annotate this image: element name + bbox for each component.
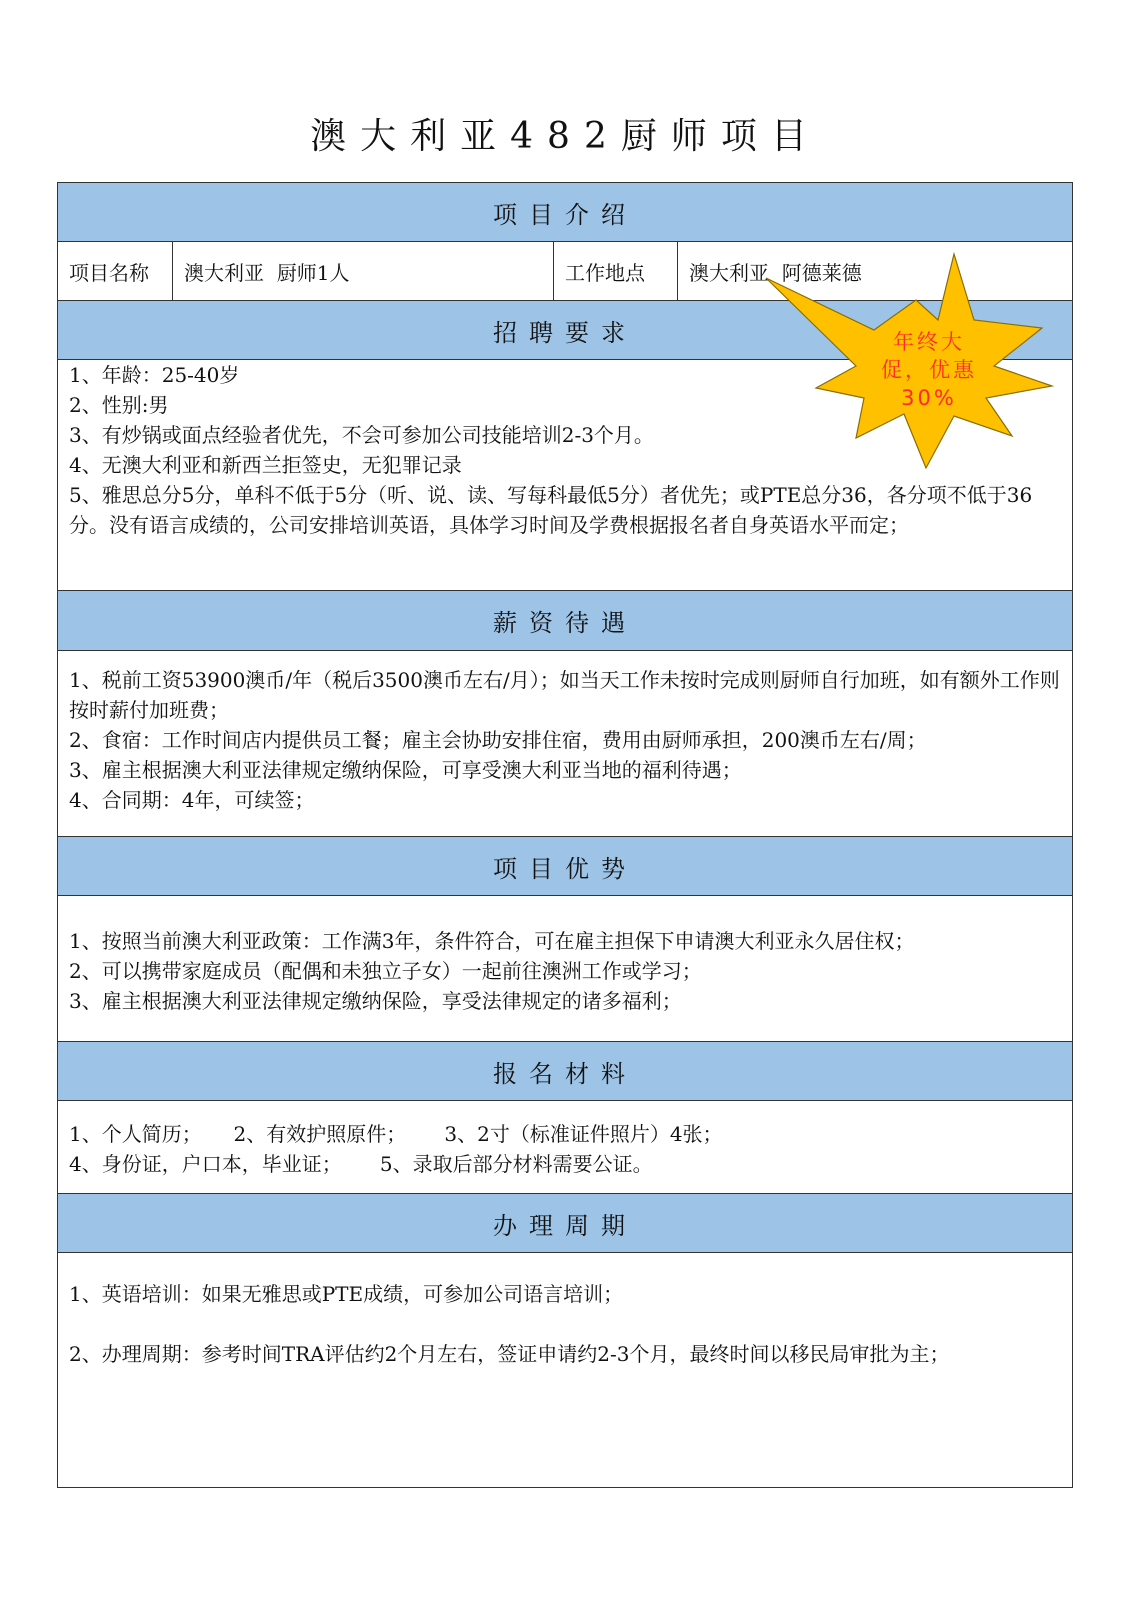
period-body [58, 1279, 1072, 1479]
advantages-body [58, 926, 1072, 1036]
salary-line: 2、食宿：工作时间店内提供员工餐；雇主会协助安排住宿，费用由厨师承担，200澳币左右/周； [69, 728, 927, 752]
work-location-value: 澳大利亚 阿德莱德 [689, 260, 862, 285]
advantage-line: 1、按照当前澳大利亚政策：工作满3年，条件符合，可在雇主担保下申请澳大利亚永久居住权； [69, 929, 915, 953]
project-name-label: 项目名称 [58, 242, 173, 300]
requirement-line: 3、有炒锅或面点经验者优先，不会可参加公司技能培训2-3个月。 [69, 423, 654, 447]
section-header-salary: 薪资待遇 [58, 590, 1072, 651]
material-line: 1、个人简历； 2、有效护照原件； 3、2寸（标准证件照片）4张； [69, 1122, 723, 1146]
period-line: 2、办理周期：参考时间TRA评估约2个月左右，签证申请约2-3个月，最终时间以移民局审批为主； [69, 1342, 950, 1366]
promo-starburst [764, 248, 1072, 478]
work-location-label: 工作地点 [554, 242, 678, 300]
project-name-value: 澳大利亚 厨师1人 [173, 242, 554, 300]
salary-line: 3、雇主根据澳大利亚法律规定缴纳保险，可享受澳大利亚当地的福利待遇； [69, 758, 742, 782]
material-line: 4、身份证，户口本，毕业证； 5、录取后部分材料需要公证。 [69, 1152, 653, 1176]
materials-body [58, 1119, 1072, 1189]
page-title: 澳大利亚482厨师项目 [310, 116, 821, 157]
section-header-advantages: 项目优势 [58, 836, 1072, 896]
advantage-line: 2、可以携带家庭成员（配偶和未独立子女）一起前往澳洲工作或学习； [69, 959, 702, 983]
section-header-requirements: 招聘要求 [58, 300, 1072, 360]
section-header-intro: 项目介绍 [58, 183, 1072, 242]
salary-body [58, 665, 1072, 835]
section-header-materials: 报名材料 [58, 1041, 1072, 1101]
requirement-line: 5、雅思总分5分，单科不低于5分（听、说、读、写每科最低5分）者优先；或PTE总分36，各分项不低于36分。没有语言成绩的，公司安排培训英语，具体学习时间及学费根据报名者自身英语水平而定； [69, 483, 1033, 537]
promo-text: 年终大促，优惠30% [881, 330, 977, 410]
advantage-line: 3、雇主根据澳大利亚法律规定缴纳保险，享受法律规定的诸多福利； [69, 989, 682, 1013]
salary-line: 4、合同期：4年，可续签； [69, 788, 315, 812]
section-header-period: 办理周期 [58, 1193, 1072, 1253]
period-line: 1、英语培训：如果无雅思或PTE成绩，可参加公司语言培训； [69, 1282, 624, 1306]
requirement-line: 1、年龄：25-40岁 [69, 363, 240, 387]
requirement-line: 4、无澳大利亚和新西兰拒签史，无犯罪记录 [69, 453, 462, 477]
requirement-line: 2、性别:男 [69, 393, 169, 417]
salary-line: 1、税前工资53900澳币/年（税后3500澳币左右/月）；如当天工作未按时完成则厨师自行加班，如有额外工作则按时薪付加班费； [69, 668, 1060, 722]
